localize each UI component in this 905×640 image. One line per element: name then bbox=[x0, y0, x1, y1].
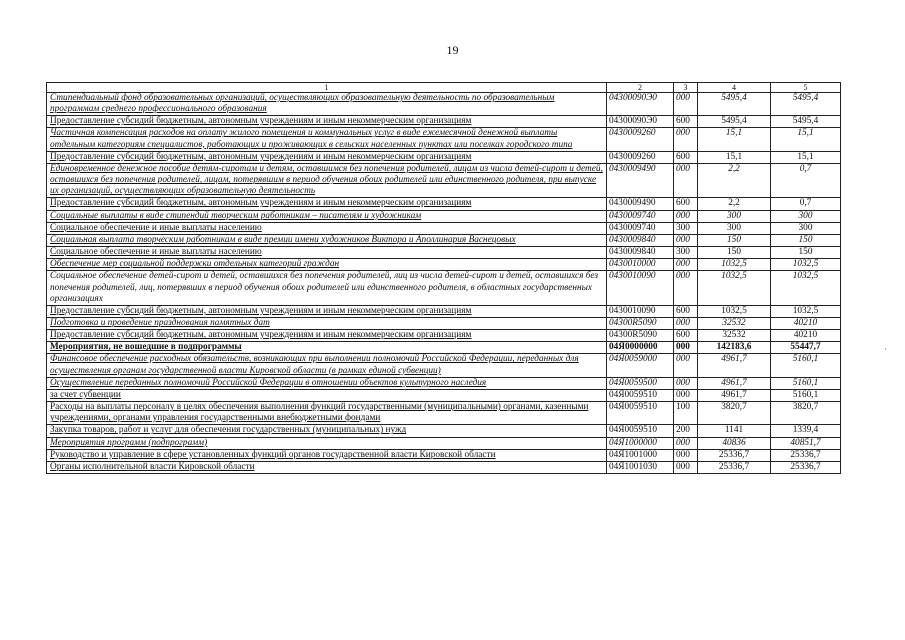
row-expense-type: 000 bbox=[674, 461, 698, 473]
row-amount-year-1: 15,1 bbox=[698, 151, 771, 163]
row-expense-type: 000 bbox=[674, 389, 698, 401]
row-code: 04300090Э0 bbox=[607, 93, 674, 116]
table-row bbox=[47, 449, 841, 461]
row-name: Социальное обеспечение и иные выплаты населению bbox=[47, 222, 607, 234]
row-code: 0430009740 bbox=[607, 222, 674, 234]
budget-table bbox=[46, 82, 841, 474]
table-row bbox=[47, 198, 841, 210]
table-row bbox=[47, 234, 841, 246]
table-row bbox=[47, 210, 841, 222]
row-amount-year-1: 4961,7 bbox=[698, 377, 771, 389]
table-row bbox=[47, 461, 841, 473]
row-code: 0430010090 bbox=[607, 305, 674, 317]
row-amount-year-2: 1032,5 bbox=[771, 259, 841, 271]
row-amount-year-1: 142183,6 bbox=[698, 342, 771, 354]
row-amount-year-2: 150 bbox=[771, 234, 841, 246]
row-expense-type: 000 bbox=[674, 93, 698, 116]
row-amount-year-1: 40836 bbox=[698, 437, 771, 449]
row-amount-year-2: 55447,7 bbox=[771, 342, 841, 354]
row-amount-year-2: 1339,4 bbox=[771, 425, 841, 437]
row-name: Стипендиальный фонд образовательных организаций, осуществляющих образовательную деятельность по образовательным программам среднего профессионального образования bbox=[47, 93, 607, 116]
row-amount-year-2: 25336,7 bbox=[771, 461, 841, 473]
table-row bbox=[47, 247, 841, 259]
row-code: 0430009490 bbox=[607, 163, 674, 197]
table-row bbox=[47, 377, 841, 389]
row-name: за счет субвенции bbox=[47, 389, 607, 401]
row-name: Социальное обеспечение и иные выплаты населению bbox=[47, 247, 607, 259]
row-expense-type: 000 bbox=[674, 210, 698, 222]
row-amount-year-1: 25336,7 bbox=[698, 449, 771, 461]
row-amount-year-1: 32532 bbox=[698, 317, 771, 329]
table-row bbox=[47, 330, 841, 342]
row-expense-type: 600 bbox=[674, 198, 698, 210]
row-code: 0430009840 bbox=[607, 247, 674, 259]
row-amount-year-2: 25336,7 bbox=[771, 449, 841, 461]
row-amount-year-2: 15,1 bbox=[771, 151, 841, 163]
row-code: 04Я0059500 bbox=[607, 377, 674, 389]
row-code: 04Я0059510 bbox=[607, 389, 674, 401]
row-amount-year-2: 40851,7 bbox=[771, 437, 841, 449]
row-expense-type: 600 bbox=[674, 305, 698, 317]
row-amount-year-1: 3820,7 bbox=[698, 402, 771, 425]
table-row bbox=[47, 402, 841, 425]
row-code: 0430009740 bbox=[607, 210, 674, 222]
row-name: Органы исполнительной власти Кировской области bbox=[47, 461, 607, 473]
row-expense-type: 100 bbox=[674, 402, 698, 425]
row-expense-type: 000 bbox=[674, 449, 698, 461]
table-row bbox=[47, 128, 841, 151]
column-header: 5 bbox=[771, 83, 841, 93]
row-amount-year-1: 15,1 bbox=[698, 128, 771, 151]
row-amount-year-2: 5160,1 bbox=[771, 389, 841, 401]
row-expense-type: 200 bbox=[674, 425, 698, 437]
row-amount-year-1: 150 bbox=[698, 247, 771, 259]
table-row bbox=[47, 354, 841, 377]
row-expense-type: 600 bbox=[674, 116, 698, 128]
row-name: Осуществление переданных полномочий Российской Федерации в отношении объектов культурного наследия bbox=[47, 377, 607, 389]
row-amount-year-1: 300 bbox=[698, 210, 771, 222]
row-amount-year-2: 5160,1 bbox=[771, 377, 841, 389]
row-name: Финансовое обеспечение расходных обязательств, возникающих при выполнении полномочий Российской Федерации, переданных для осуществления органам государственной власти Кировской области (в рамках единой субвенции) bbox=[47, 354, 607, 377]
row-expense-type: 000 bbox=[674, 163, 698, 197]
budget-table-body bbox=[47, 83, 841, 474]
row-amount-year-2: 5495,4 bbox=[771, 116, 841, 128]
row-code: 0430010090 bbox=[607, 271, 674, 305]
table-row bbox=[47, 317, 841, 329]
row-name: Предоставление субсидий бюджетным, автономным учреждениям и иным некоммерческим организациям bbox=[47, 305, 607, 317]
row-amount-year-2: 300 bbox=[771, 222, 841, 234]
row-amount-year-1: 2,2 bbox=[698, 163, 771, 197]
table-row bbox=[47, 389, 841, 401]
row-amount-year-1: 1032,5 bbox=[698, 271, 771, 305]
table-row bbox=[47, 151, 841, 163]
row-amount-year-1: 150 bbox=[698, 234, 771, 246]
row-name: Предоставление субсидий бюджетным, автономным учреждениям и иным некоммерческим организациям bbox=[47, 198, 607, 210]
row-amount-year-1: 32532 bbox=[698, 330, 771, 342]
column-header: 3 bbox=[674, 83, 698, 93]
table-row bbox=[47, 342, 841, 354]
row-name: Частичная компенсация расходов на оплату жилого помещения и коммунальных услуг в виде ежемесячной денежной выплаты отдельным категориям специалистов, работающих и проживающих в сельских населенных пунктах или поселках городского типа bbox=[47, 128, 607, 151]
row-expense-type: 300 bbox=[674, 222, 698, 234]
row-code: 04Я0059510 bbox=[607, 425, 674, 437]
row-code: 04300R5090 bbox=[607, 330, 674, 342]
row-name: Руководство и управление в сфере установленных функций органов государственной власти Кировской области bbox=[47, 449, 607, 461]
row-code: 04Я1001030 bbox=[607, 461, 674, 473]
row-name: Единовременное денежное пособие детям-сиротам и детям, оставшимся без попечения родителей, лицам из числа детей-сирот и детей, оставшихся без попечения родителей, лицам, потерявшим в период обучения обоих родителей или единственного родителя, при выпуске их организаций, осуществляющих образовательную деятельность bbox=[47, 163, 607, 197]
row-code: 0430009260 bbox=[607, 128, 674, 151]
row-code: 04Я1000000 bbox=[607, 437, 674, 449]
row-amount-year-2: 3820,7 bbox=[771, 402, 841, 425]
row-amount-year-1: 5495,4 bbox=[698, 116, 771, 128]
row-code: 0430010000 bbox=[607, 259, 674, 271]
row-amount-year-2: 1032,5 bbox=[771, 271, 841, 305]
row-expense-type: 000 bbox=[674, 377, 698, 389]
row-expense-type: 300 bbox=[674, 247, 698, 259]
row-expense-type: 000 bbox=[674, 317, 698, 329]
row-code: 04Я0059510 bbox=[607, 402, 674, 425]
row-name: Социальное обеспечение детей-сирот и детей, оставшихся без попечения родителей, лиц из числа детей-сирот и детей, оставшихся без попечения родителей, лиц, потерявших в период обучения обоих родителей или единственного родителя, в областных государственных организациях bbox=[47, 271, 607, 305]
row-name: Мероприятия, не вошедшие в подпрограммы bbox=[47, 342, 607, 354]
row-amount-year-2: 40210 bbox=[771, 317, 841, 329]
row-amount-year-2: 15,1 bbox=[771, 128, 841, 151]
row-expense-type: 000 bbox=[674, 342, 698, 354]
row-amount-year-2: 300 bbox=[771, 210, 841, 222]
row-name: Предоставление субсидий бюджетным, автономным учреждениям и иным некоммерческим организациям bbox=[47, 116, 607, 128]
table-row bbox=[47, 425, 841, 437]
row-expense-type: 600 bbox=[674, 151, 698, 163]
row-amount-year-2: 150 bbox=[771, 247, 841, 259]
table-row bbox=[47, 163, 841, 197]
row-expense-type: 000 bbox=[674, 271, 698, 305]
row-amount-year-1: 1032,5 bbox=[698, 305, 771, 317]
row-expense-type: 000 bbox=[674, 234, 698, 246]
row-amount-year-2: 1032,5 bbox=[771, 305, 841, 317]
row-name: Предоставление субсидий бюджетным, автономным учреждениям и иным некоммерческим организациям bbox=[47, 330, 607, 342]
row-amount-year-1: 1032,5 bbox=[698, 259, 771, 271]
table-row bbox=[47, 271, 841, 305]
row-code: 0430009840 bbox=[607, 234, 674, 246]
row-code: 0430009260 bbox=[607, 151, 674, 163]
column-header: 4 bbox=[698, 83, 771, 93]
row-name: Социальные выплаты в виде стипендий творческим работникам – писателям и художникам bbox=[47, 210, 607, 222]
row-name: Закупка товаров, работ и услуг для обеспечения государственных (муниципальных) нужд bbox=[47, 425, 607, 437]
row-expense-type: 600 bbox=[674, 330, 698, 342]
row-name: Предоставление субсидий бюджетным, автономным учреждениям и иным некоммерческим организациям bbox=[47, 151, 607, 163]
row-amount-year-2: 0,7 bbox=[771, 163, 841, 197]
row-code: 04Я0000000 bbox=[607, 342, 674, 354]
row-amount-year-1: 4961,7 bbox=[698, 354, 771, 377]
table-row bbox=[47, 222, 841, 234]
row-amount-year-1: 4961,7 bbox=[698, 389, 771, 401]
row-code: 04300090Э0 bbox=[607, 116, 674, 128]
table-row bbox=[47, 305, 841, 317]
row-expense-type: 000 bbox=[674, 259, 698, 271]
row-amount-year-1: 2,2 bbox=[698, 198, 771, 210]
row-code: 04Я1001000 bbox=[607, 449, 674, 461]
row-name: Расходы на выплаты персоналу в целях обеспечения выполнения функций государственными (муниципальными) органами, казенными учреждениями, органами управления государственными внебюджетными фондами bbox=[47, 402, 607, 425]
table-row bbox=[47, 116, 841, 128]
row-amount-year-2: 0,7 bbox=[771, 198, 841, 210]
column-number-row bbox=[47, 83, 841, 93]
row-amount-year-2: 5495,4 bbox=[771, 93, 841, 116]
row-expense-type: 000 bbox=[674, 354, 698, 377]
row-name: Обеспечение мер социальной поддержки отдельных категорий граждан bbox=[47, 259, 607, 271]
row-name: Социальная выплата творческим работникам в виде премии имени художников Виктора и Аполлинария Васнецовых bbox=[47, 234, 607, 246]
row-name: Подготовка и проведение празднования памятных дат bbox=[47, 317, 607, 329]
scan-speck: · bbox=[884, 344, 887, 354]
column-header: 1 bbox=[47, 83, 607, 93]
table-row bbox=[47, 93, 841, 116]
column-header: 2 bbox=[607, 83, 674, 93]
row-expense-type: 000 bbox=[674, 437, 698, 449]
row-code: 04300R5090 bbox=[607, 317, 674, 329]
table-row bbox=[47, 437, 841, 449]
row-amount-year-2: 40210 bbox=[771, 330, 841, 342]
row-amount-year-1: 25336,7 bbox=[698, 461, 771, 473]
row-amount-year-1: 300 bbox=[698, 222, 771, 234]
row-expense-type: 000 bbox=[674, 128, 698, 151]
table-row bbox=[47, 259, 841, 271]
row-amount-year-2: 5160,1 bbox=[771, 354, 841, 377]
row-code: 04Я0059000 bbox=[607, 354, 674, 377]
row-code: 0430009490 bbox=[607, 198, 674, 210]
row-amount-year-1: 5495,4 bbox=[698, 93, 771, 116]
page-number: 19 bbox=[446, 43, 459, 57]
row-amount-year-1: 1141 bbox=[698, 425, 771, 437]
row-name: Мероприятия программ (подпрограмм) bbox=[47, 437, 607, 449]
